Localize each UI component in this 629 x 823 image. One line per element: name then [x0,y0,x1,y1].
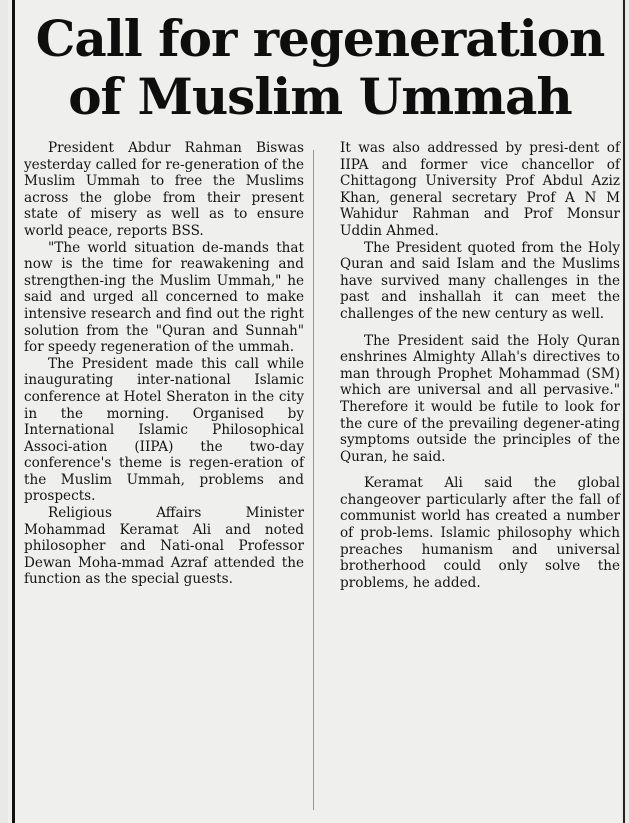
paragraph: Keramat Ali said the global changeover particularly after the fall of communist world has created a number of prob-lems. Islamic philosophy which preaches humanism and universal brotherhood could only solve the problems, he added. [340,475,620,591]
headline-line-1: Call for regeneration [35,9,605,68]
paragraph: President Abdur Rahman Biswas yesterday called for re-generation of the Muslim Ummah to free the Muslims across the globe from their present state of misery as well as to ensure world peace, reports BSS. [24,140,304,239]
paragraph: The President said the Holy Quran enshrines Almighty Allah's directives to man through Prophet Mohammad (SM) which are universal and all pervasive." Therefore it would be futile to look for the cure of the prevailing degener-ating symptoms outside the principles of the Quran, he said. [340,332,620,465]
article-body [24,140,620,820]
paragraph: It was also addressed by presi-dent of IIPA and former vice chancellor of Chittagong University Prof Abdul Aziz Khan, general secretary Prof A N M Wahidur Rahman and Prof Monsur Uddin Ahmed. [340,140,620,239]
paragraph: The President made this call while inaugurating inter-national Islamic conference at Hotel Sheraton in the city in the morning. Organised by International Islamic Philosophical Associ-ation (IIPA) the two-day conference's theme is regen-eration of the Muslim Ummah, problems and prospects. [24,355,304,505]
right-edge-rule [623,0,625,823]
paragraph: The President quoted from the Holy Quran and said Islam and the Muslims have survived many challenges in the past and inshallah it can meet the challenges of the new century as well. [340,239,620,322]
headline [20,10,620,126]
left-column [24,140,304,820]
paragraph: Religious Affairs Minister Mohammad Keramat Ali and noted philosopher and Nati-onal Professor Dewan Moha-mmad Azraf attended the function as the special guests. [24,505,304,588]
right-column [340,140,620,820]
paragraph: "The world situation de-mands that now is the time for reawakening and strengthen-ing the Muslim Ummah," he said and urged all concerned to make intensive research and find out the right solution from the "Quran and Sunnah" for speedy regeneration of the ummah. [24,239,304,356]
left-column-rule [12,0,15,823]
headline-line-2: of Muslim Ummah [68,67,572,126]
